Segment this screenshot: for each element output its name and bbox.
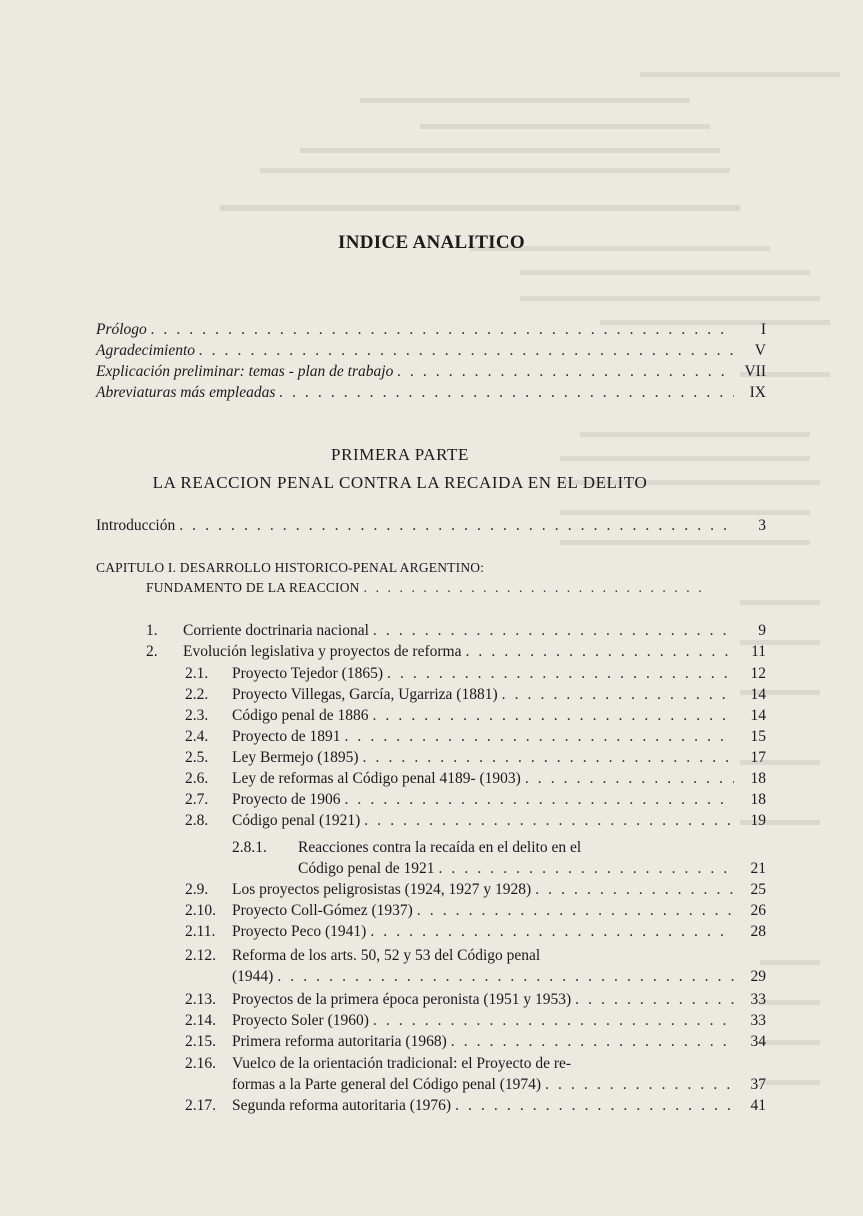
section-number: 2. [146,643,158,660]
toc-entry-page: IX [749,384,766,401]
leader-dots [455,1096,734,1116]
toc-subsection [185,901,766,921]
subsection-page: 18 [750,791,766,808]
leader-dots [397,362,734,382]
subsection-number: 2.10. [185,902,216,919]
subsection-number: 2.7. [185,791,209,808]
subsubsection-text-line2: Código penal de 1921 [298,860,435,877]
leader-dots [451,1032,734,1052]
toc-subsection [185,880,766,900]
toc-subsection-212 [232,967,766,987]
subsection-number: 2.12. [185,947,216,964]
toc-entry-page: I [760,321,766,338]
leader-dots [373,621,734,641]
leader-dots [417,901,734,921]
toc-entry-page: 3 [758,517,766,534]
subsection-number: 2.4. [185,728,209,745]
toc-entry-introduccion [96,516,766,536]
toc-subsection-216 [232,1075,766,1095]
subsection-text: Primera reforma autoritaria (1968) [232,1033,447,1050]
leader-dots [363,748,734,768]
toc-section-2 [146,642,766,662]
toc-subsection [185,811,766,831]
toc-entry-text: Explicación preliminar: temas - plan de trabajo [96,363,394,380]
leader-dots [575,990,734,1010]
toc-entry-abreviaturas [96,383,766,403]
subsection-text: Proyectos de la primera época peronista (1951 y 1953) [232,991,572,1008]
subsection-page: 37 [750,1076,766,1093]
subsection-page: 14 [750,707,766,724]
leader-dots [364,578,708,598]
subsection-number: 2.5. [185,749,209,766]
leader-dots [502,685,734,705]
subsubsection-number: 2.8.1. [232,839,267,856]
leader-dots [179,516,734,536]
subsection-number: 2.6. [185,770,209,787]
toc-subsection [185,769,766,789]
subsection-page: 26 [750,902,766,919]
leader-dots [344,727,734,747]
subsection-text-line1: Vuelco de la orientación tradicional: el Proyecto de re- [232,1055,572,1072]
subsection-text: Proyecto Villegas, García, Ugarriza (1881) [232,686,498,703]
subsection-page: 33 [750,991,766,1008]
leader-dots [151,320,734,340]
section-page: 9 [758,622,766,639]
leader-dots [373,1011,734,1031]
subsection-number: 2.2. [185,686,209,703]
leader-dots [372,706,734,726]
subsection-number: 2.14. [185,1012,216,1029]
section-number: 1. [146,622,158,639]
subsection-number: 2.17. [185,1097,216,1114]
toc-subsection [185,727,766,747]
subsection-text: Los proyectos peligrosistas (1924, 1927 y 1928) [232,881,532,898]
toc-entry-prologo [96,320,766,340]
toc-subsection [185,748,766,768]
leader-dots [364,811,734,831]
toc-subsection [185,990,766,1010]
leader-dots [525,769,734,789]
part-label: PRIMERA PARTE [331,445,469,464]
toc-subsection [185,685,766,705]
subsection-number: 2.16. [185,1055,216,1072]
subsection-text-line2: formas a la Parte general del Código penal (1974) [232,1076,542,1093]
subsection-page: 34 [750,1033,766,1050]
subsection-page: 14 [750,686,766,703]
toc-section-1 [146,621,766,641]
leader-dots [465,642,734,662]
subsection-text: Proyecto Peco (1941) [232,923,367,940]
leader-dots [545,1075,734,1095]
subsection-number: 2.13. [185,991,216,1008]
chapter-heading-line1: CAPITULO I. DESARROLLO HISTORICO-PENAL ARGENTINO: [96,560,485,575]
toc-subsection [185,922,766,942]
subsection-text: Proyecto Coll-Gómez (1937) [232,902,413,919]
subsubsection-text-line1: Reacciones contra la recaída en el delito en el [298,839,582,856]
leader-dots [387,664,734,684]
section-page: 11 [751,643,766,660]
toc-entry-page: VII [744,363,766,380]
toc-entry-agradecimiento [96,341,766,361]
subsection-page: 41 [750,1097,766,1114]
subsection-text-line1: Reforma de los arts. 50, 52 y 53 del Código penal [232,947,541,964]
toc-subsection [185,1032,766,1052]
toc-subsection [185,790,766,810]
subsection-number: 2.1. [185,665,209,682]
subsection-text: Código penal de 1886 [232,707,369,724]
subsection-number: 2.8. [185,812,209,829]
subsection-page: 25 [750,881,766,898]
section-text: Corriente doctrinaria nacional [183,622,369,639]
toc-entry-text: Introducción [96,517,176,534]
subsection-text-line2: (1944) [232,968,274,985]
subsection-text: Segunda reforma autoritaria (1976) [232,1097,452,1114]
toc-subsection [185,706,766,726]
subsection-number: 2.11. [185,923,216,940]
leader-dots [370,922,734,942]
subsection-page: 33 [750,1012,766,1029]
subsection-page: 29 [750,968,766,985]
subsection-text: Proyecto de 1906 [232,791,341,808]
chapter-heading-text: FUNDAMENTO DE LA REACCION [146,580,360,595]
index-title: INDICE ANALITICO [338,232,525,253]
leader-dots [438,859,734,879]
subsection-page: 17 [750,749,766,766]
subsection-text: Ley de reformas al Código penal 4189- (1903) [232,770,521,787]
subsection-page: 19 [750,812,766,829]
subsection-page: 18 [750,770,766,787]
toc-subsection [185,1096,766,1116]
subsubsection-page: 21 [750,860,766,877]
subsection-text: Proyecto de 1891 [232,728,341,745]
subsection-text: Proyecto Soler (1960) [232,1012,369,1029]
toc-entry-page: V [754,342,766,359]
toc-subsection [185,664,766,684]
subsection-number: 2.15. [185,1033,216,1050]
subsection-page: 12 [750,665,766,682]
chapter-heading-line2 [146,578,712,598]
subsection-number: 2.3. [185,707,209,724]
part-title: LA REACCION PENAL CONTRA LA RECAIDA EN EL DELITO [152,473,648,492]
toc-entry-text: Abreviaturas más empleadas [96,384,276,401]
leader-dots [344,790,734,810]
leader-dots [535,880,734,900]
leader-dots [277,967,734,987]
subsection-number: 2.9. [185,881,209,898]
section-text: Evolución legislativa y proyectos de reforma [183,643,462,660]
toc-entry-explicacion [96,362,766,382]
toc-entry-text: Agradecimiento [96,342,196,359]
toc-subsection [185,1011,766,1031]
subsection-page: 15 [750,728,766,745]
subsection-page: 28 [750,923,766,940]
toc-subsubsection-281 [298,859,766,879]
leader-dots [279,383,734,403]
leader-dots [199,341,734,361]
subsection-text: Ley Bermejo (1895) [232,749,359,766]
subsection-text: Proyecto Tejedor (1865) [232,665,384,682]
toc-entry-text: Prólogo [96,321,147,338]
subsection-text: Código penal (1921) [232,812,361,829]
